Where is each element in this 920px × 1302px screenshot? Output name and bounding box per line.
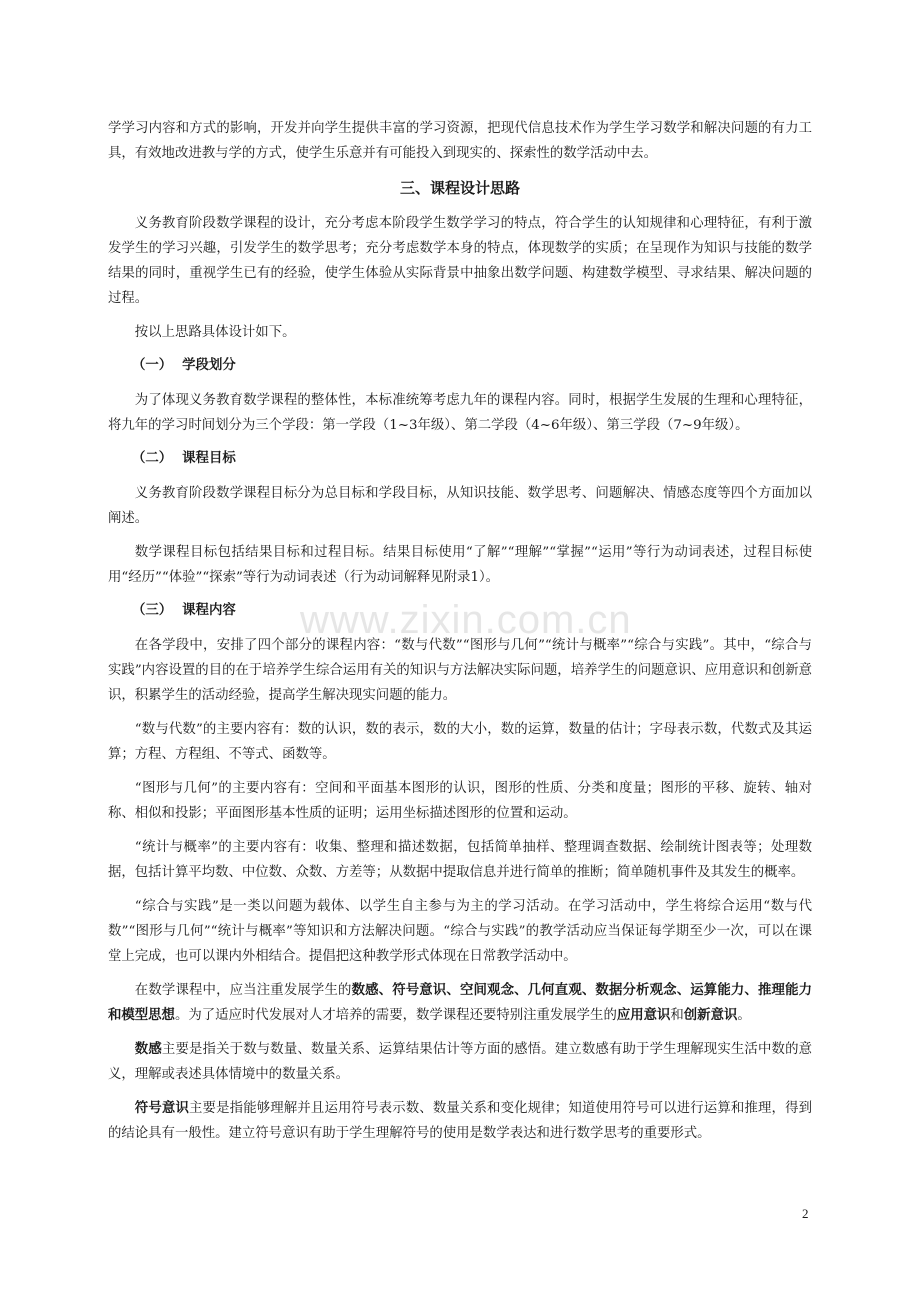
paragraph: “图形与几何”的主要内容有：空间和平面基本图形的认识，图形的性质、分类和度量；图形的平移、旋转、轴对称、相似和投影；平面图形基本性质的证明；运用坐标描述图形的位置和运动。 [108,781,812,821]
heading-number: （一） [132,358,173,373]
paragraph: 为了体现义务教育数学课程的整体性，本标准统筹考虑九年的课程内容。同时，根据学生发展的生理和心理特征，将九年的学习时间划分为三个学段：第一学段（1~3年级）、第二学段（4~6年级）、第三学段（7~9年级）。 [108,393,812,433]
subsection-heading-stages [132,354,812,378]
paragraph: 义务教育阶段数学课程的设计，充分考虑本阶段学生数学学习的特点，符合学生的认知规律和心理特征，有利于激发学生的学习兴趣，引发学生的数学思考；充分考虑数学本身的特点，体现数学的实质；在呈现作为知识与技能的数学结果的同时，重视学生已有的经验，使学生体验从实际背景中抽象出数学问题、构建数学模型、寻求结果、解决问题的过程。 [108,216,812,306]
paragraph: 数学课程目标包括结果目标和过程目标。结果目标使用“了解”“理解”“掌握”“运用”等行为动词表述，过程目标使用“经历”“体验”“探索”等行为动词表述（行为动词解释见附录1）。 [108,545,812,585]
heading-text: 课程内容 [182,603,236,618]
paragraph: 在各学段中，安排了四个部分的课程内容：“数与代数”“图形与几何”“统计与概率”“综合与实践”。其中，“综合与实践”内容设置的目的在于培养学生综合运用有关的知识与方法解决实际问题，培养学生的问题意识、应用意识和创新意识，积累学生的活动经验，提高学生解决现实问题的能力。 [108,638,812,703]
document-body [108,116,812,1155]
text-run: 。 [737,1008,751,1023]
bold-run: 符号意识 [134,1101,189,1116]
paragraph-number-sense [108,1037,812,1087]
paragraph-continuation: 学学习内容和方式的影响，开发并向学生提供丰富的学习资源，把现代信息技术作为学生学习数学和解决问题的有力工具，有效地改进教与学的方式，使学生乐意并有可能投入到现实的、探索性的数学活动中去。 [108,121,812,161]
heading-text: 学段划分 [182,358,236,373]
paragraph-symbol-sense [108,1096,812,1146]
heading-text: 课程目标 [182,451,236,466]
heading-number: （三） [132,603,173,618]
paragraph: 按以上思路具体设计如下。 [134,325,296,340]
page-number: 2 [802,1206,809,1221]
subsection-heading-content [132,599,812,623]
bold-run: 创新意识 [683,1008,738,1023]
paragraph: “综合与实践”是一类以问题为载体、以学生自主参与为主的学习活动。在学习活动中，学生将综合运用“数与代数”“图形与几何”“统计与概率”等知识和方法解决问题。“综合与实践”的教学活动应当保证每学期至少一次，可以在课堂上完成，也可以课内外相结合。提倡把这种教学形式体现在日常教学活动中。 [108,899,812,964]
heading-number: （二） [132,451,173,466]
bold-run: 数感、符号意识、空间观念、几何直观、数据分析观念、运算能力、推理能力和模型思想 [108,983,813,1023]
paragraph: “统计与概率”的主要内容有：收集、整理和描述数据，包括简单抽样、整理调查数据、绘制统计图表等；处理数据，包括计算平均数、中位数、众数、方差等；从数据中提取信息并进行简单的推断；简单随机事件及其发生的概率。 [108,840,812,880]
paragraph: 义务教育阶段数学课程目标分为总目标和学段目标，从知识技能、数学思考、问题解决、情感态度等四个方面加以阐述。 [108,486,812,526]
paragraph: “数与代数”的主要内容有：数的认识，数的表示，数的大小，数的运算，数量的估计；字母表示数，代数式及其运算；方程、方程组、不等式、函数等。 [108,722,812,762]
text-run: 和 [670,1008,684,1023]
paragraph-key-abilities [108,978,812,1028]
section-title: 三、课程设计思路 [399,179,520,197]
bold-run: 应用意识 [616,1008,671,1023]
text-run: 主要是指能够理解并且运用符号表示数、数量关系和变化规律；知道使用符号可以进行运算和推理，得到的结论具有一般性。建立符号意识有助于学生理解符号的使用是数学表达和进行数学思考的重要形式。 [108,1101,813,1141]
bold-run: 数感 [134,1042,162,1057]
subsection-heading-goals [132,447,812,471]
watermark: www.zixin.com.cn [300,598,632,642]
text-run: 。为了适应时代发展对人才培养的需要，数学课程还要特别注重发展学生的 [174,1008,617,1023]
text-run: 在数学课程中，应当注重发展学生的 [134,983,352,998]
text-run: 主要是指关于数与数量、数量关系、运算结果估计等方面的感悟。建立数感有助于学生理解现实生活中数的意义，理解或表述具体情境中的数量关系。 [108,1042,813,1082]
